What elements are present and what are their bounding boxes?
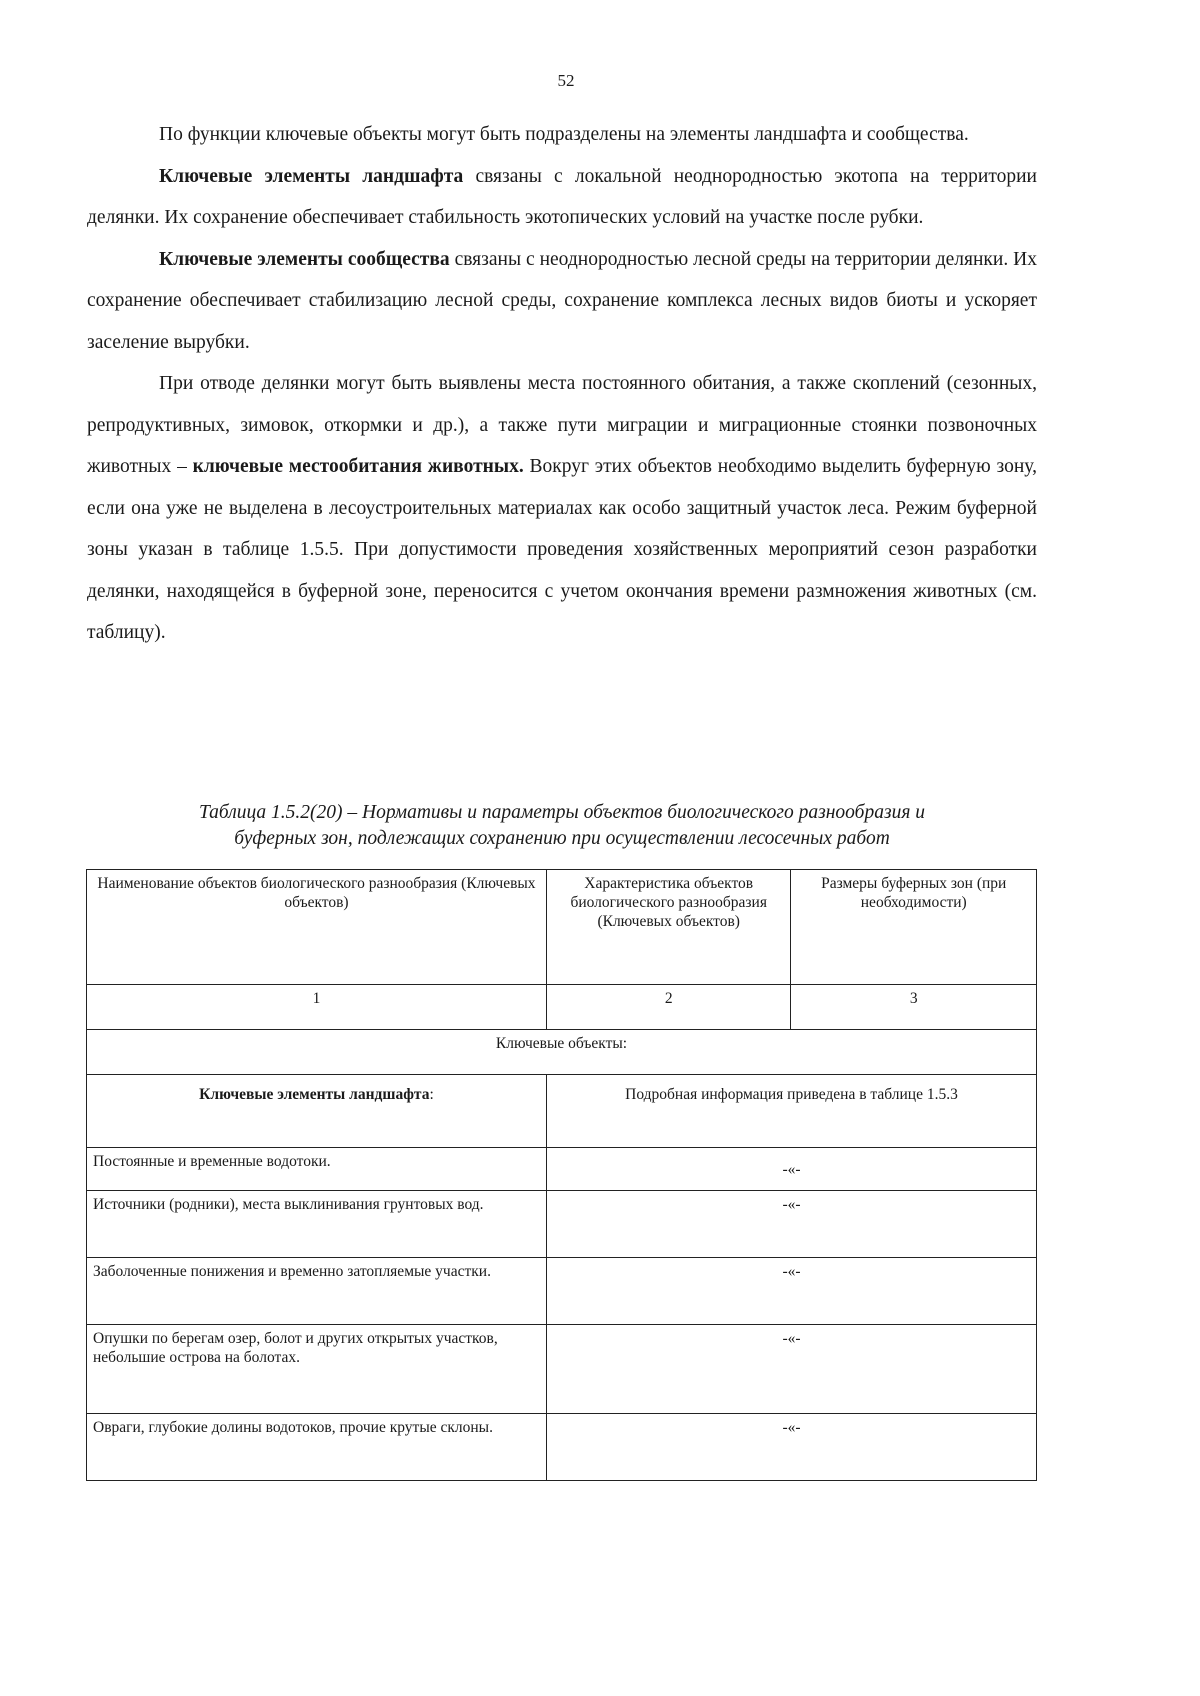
column-number-1: 1	[87, 985, 547, 1030]
table-header-row	[87, 870, 1037, 985]
caption-line-2: буферных зон, подлежащих сохранению при осуществлении лесосечных работ	[234, 828, 890, 849]
row-value: -«-	[546, 1148, 1036, 1191]
table-caption	[87, 800, 1037, 852]
biodiversity-table	[86, 869, 1037, 1481]
row-name: Постоянные и временные водотоки.	[87, 1148, 547, 1191]
table-number-row	[87, 985, 1037, 1030]
landscape-label: Ключевые элементы ландшафта	[199, 1086, 430, 1103]
row-value: -«-	[546, 1325, 1036, 1414]
paragraph-2-bold: Ключевые элементы ландшафта	[159, 165, 464, 187]
paragraph-4-bold: ключевые местообитания животных.	[192, 456, 524, 477]
header-cell-name: Наименование объектов биологического разнообразия (Ключевых объектов)	[87, 870, 547, 985]
row-value: -«-	[546, 1191, 1036, 1258]
paragraph-4-text: Вокруг этих объектов необходимо выделить буферную зону, если она уже не выделена в лесоустроительных материалах как особо защитный участок леса. Режим буферной зоны указан в таблице 1.5.5. При допустимости проведения хозяйственных мероприятий сезон разработки делянки, находящейся в буферной зоне, переносится с учетом окончания времени размножения животных (см. таблицу).	[87, 456, 1037, 643]
row-name: Источники (родники), места выклинивания грунтовых вод.	[87, 1191, 547, 1258]
table-row	[87, 1258, 1037, 1325]
paragraph-2	[87, 156, 1037, 239]
table-row	[87, 1414, 1037, 1481]
landscape-info: Подробная информация приведена в таблице 1.5.3	[546, 1075, 1036, 1148]
table-row	[87, 1325, 1037, 1414]
row-value: -«-	[546, 1414, 1036, 1481]
row-name: Овраги, глубокие долины водотоков, прочие крутые склоны.	[87, 1414, 547, 1481]
paragraph-3-bold: Ключевые элементы сообщества	[159, 248, 450, 270]
paragraph-1	[87, 114, 1037, 156]
table-section-row	[87, 1030, 1037, 1075]
paragraph-4	[87, 363, 1037, 654]
landscape-colon: :	[429, 1086, 434, 1103]
section-title: Ключевые объекты:	[87, 1030, 1037, 1075]
paragraph-3-text: связаны с неоднородностью лесной среды на территории делянки. Их сохранение обеспечивает стабилизацию лесной среды, сохранение комплекса лесных видов биоты и ускоряет заселение вырубки.	[87, 248, 1037, 353]
row-value: -«-	[546, 1258, 1036, 1325]
column-number-3: 3	[791, 985, 1037, 1030]
row-name: Опушки по берегам озер, болот и других открытых участков, небольшие острова на болотах.	[87, 1325, 547, 1414]
paragraph-3	[87, 239, 1037, 364]
body-text	[87, 114, 1037, 654]
paragraph-4-start: При отводе делянки могут быть выявлены места постоянного обитания, а также скоплений (сезонных, репродуктивных, зимовок, откормки и др.), а также пути миграции и миграционные стоянки позвоночных животных –	[87, 373, 1037, 477]
page-number: 52	[557, 71, 575, 90]
header-cell-buffer-size: Размеры буферных зон (при необходимости)	[791, 870, 1037, 985]
paragraph-1-text: По функции ключевые объекты могут быть подразделены на элементы ландшафта и сообщества.	[159, 124, 969, 145]
table-row	[87, 1191, 1037, 1258]
row-name: Заболоченные понижения и временно затопляемые участки.	[87, 1258, 547, 1325]
table-row	[87, 1148, 1037, 1191]
table-row-landscape	[87, 1075, 1037, 1148]
caption-line-1: Таблица 1.5.2(20) – Нормативы и параметры объектов биологического разнообразия и	[198, 802, 926, 823]
landscape-label-cell	[87, 1075, 547, 1148]
header-cell-characteristics: Характеристика объектов биологического разнообразия (Ключевых объектов)	[546, 870, 791, 985]
paragraph-2-text: связаны с локальной неоднородностью экотопа на территории делянки. Их сохранение обеспечивает стабильность экотопических условий на участке после рубки.	[87, 165, 1037, 228]
column-number-2: 2	[546, 985, 791, 1030]
